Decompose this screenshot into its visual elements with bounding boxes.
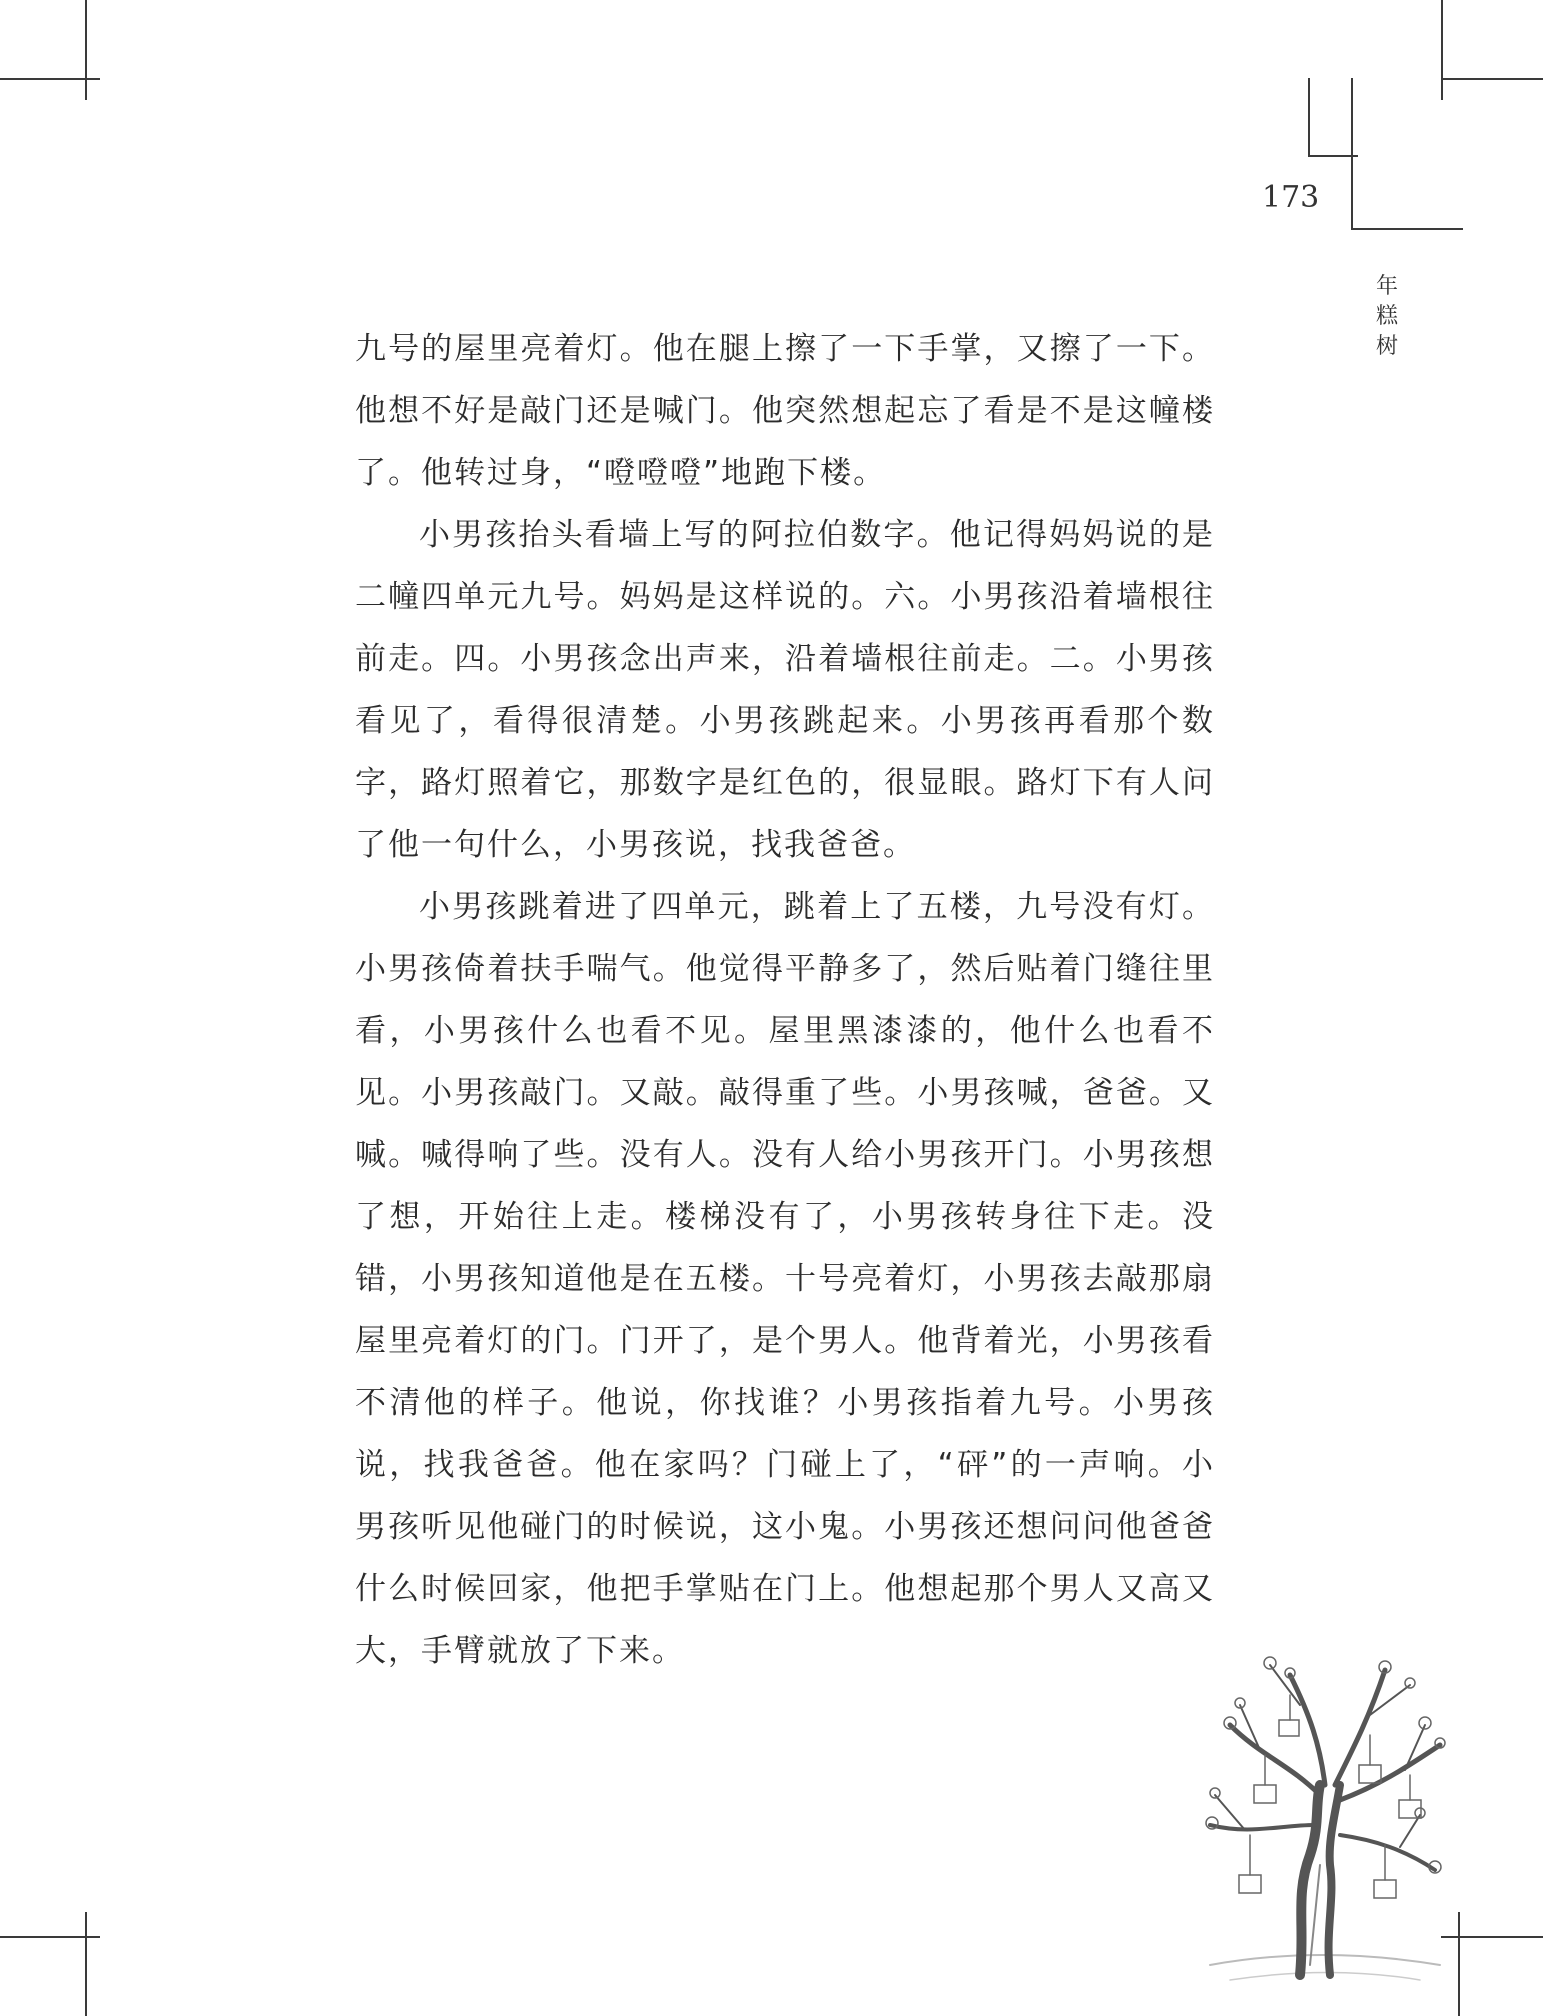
crop-mark-bottom-left-horizontal xyxy=(0,1936,100,1938)
crop-mark-bottom-left-vertical xyxy=(85,1912,87,2016)
header-bracket-left-line xyxy=(1308,78,1310,156)
paragraph: 九号的屋里亮着灯。他在腿上擦了一下手掌，又擦了一下。他想不好是敲门还是喊门。他突然想起忘了看是不是这幢楼了。他转过身，“噔噔噔”地跑下楼。 xyxy=(355,331,1215,491)
paragraph: 小男孩跳着进了四单元，跳着上了五楼，九号没有灯。小男孩倚着扶手喘气。他觉得平静多了，然后贴着门缝往里看，小男孩什么也看不见。屋里黑漆漆的，他什么也看不见。小男孩敲门。又敲。敲得重了些。小男孩喊，爸爸。又喊。喊得响了些。没有人。没有人给小男孩开门。小男孩想了想，开始往上走。楼梯没有了，小男孩转身往下走。没错，小男孩知道他是在五楼。十号亮着灯，小男孩去敲那扇屋里亮着灯的门。门开了，是个男人。他背着光，小男孩看不清他的样子。他说，你找谁？小男孩指着九号。小男孩说，找我爸爸。他在家吗？门碰上了，“砰”的一声响。小男孩听见他碰门的时候说，这小鬼。小男孩还想问问他爸爸什么时候回家，他把手掌贴在门上。他想起那个男人又高又大，手臂就放了下来。 xyxy=(355,889,1215,1669)
crop-mark-top-right-vertical xyxy=(1441,0,1443,100)
running-title-char: 糕 xyxy=(1375,304,1398,329)
header-bracket-right-line xyxy=(1351,78,1353,230)
crop-mark-top-left-horizontal xyxy=(0,78,100,80)
page-number: 173 xyxy=(1262,180,1320,215)
running-title xyxy=(1372,272,1402,362)
tree-illustration xyxy=(1170,1635,1460,1995)
crop-mark-top-right-horizontal xyxy=(1441,78,1543,80)
running-title-char: 树 xyxy=(1375,334,1398,359)
body-text xyxy=(355,318,1215,1682)
header-bracket-right-foot xyxy=(1351,228,1463,230)
paragraph: 小男孩抬头看墙上写的阿拉伯数字。他记得妈妈说的是二幢四单元九号。妈妈是这样说的。六。小男孩沿着墙根往前走。四。小男孩念出声来，沿着墙根往前走。二。小男孩看见了，看得很清楚。小男孩跳起来。小男孩再看那个数字，路灯照着它，那数字是红色的，很显眼。路灯下有人问了他一句什么，小男孩说，找我爸爸。 xyxy=(355,517,1215,863)
crop-mark-top-left-vertical xyxy=(85,0,87,100)
tree-with-gifts-icon xyxy=(1170,1635,1460,1995)
running-title-char: 年 xyxy=(1375,274,1398,299)
